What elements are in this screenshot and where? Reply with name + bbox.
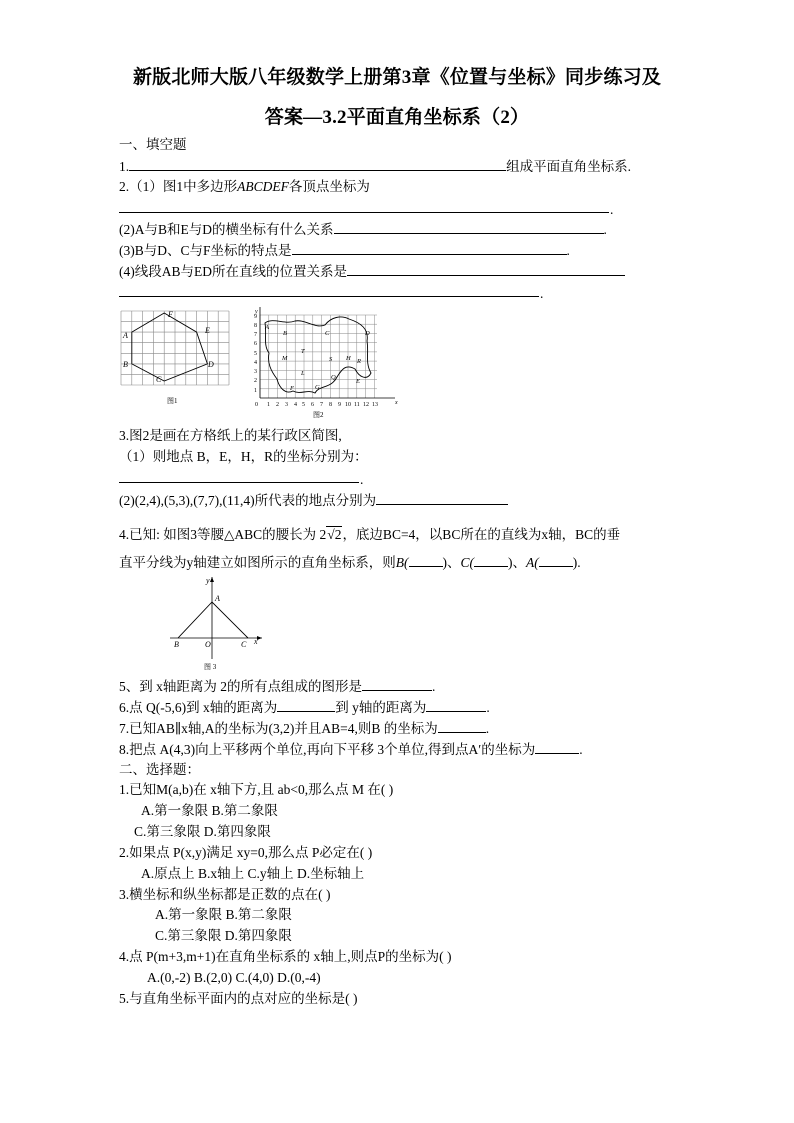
q4-point-a-label: A( — [526, 555, 539, 570]
fig1-caption: 图1 — [167, 397, 178, 405]
fig2-ytick-9: 9 — [254, 314, 257, 320]
question-4-line-2 — [119, 553, 581, 572]
fig3-x-arrow — [257, 636, 262, 640]
question-2-part-4 — [119, 262, 625, 281]
figure-1-grid — [121, 311, 229, 385]
q4-sep-2: 、 — [512, 555, 526, 570]
fig2-xtick-8: 8 — [329, 402, 332, 408]
question-8 — [119, 740, 583, 759]
mc2-options-row-1: A.原点上 B.x轴上 C.y轴上 D.坐标轴上 — [141, 866, 365, 881]
q2-part4-blank[interactable] — [347, 262, 625, 276]
q4-sqrt-value: 2 — [334, 527, 342, 542]
mc-question-3: 3.横坐标和纵坐标都是正数的点在( ) — [119, 887, 331, 902]
polygon-abcdef — [132, 313, 208, 381]
q2-part4-text: (4)线段AB与ED所在直线的位置关系是 — [119, 264, 347, 279]
q6-text-a: 6.点 Q(-5,6)到 x轴的距离为 — [119, 700, 278, 715]
fig2-xtick-3: 3 — [285, 402, 288, 408]
q8-end: . — [579, 742, 583, 757]
q6-blank-2[interactable] — [426, 698, 486, 712]
fig2-xtick-0: 0 — [255, 402, 258, 408]
fig1-label-c: C — [156, 375, 162, 384]
fig2-label-g: G — [315, 384, 320, 391]
q2-part3-blank[interactable] — [292, 241, 567, 255]
fig2-label-e: E — [356, 378, 360, 385]
q4-sep-1: 、 — [447, 555, 461, 570]
section-multiple-choice: 二、选择题： — [119, 762, 200, 777]
fig2-x-letter: x — [395, 400, 398, 406]
fig2-label-s: S — [329, 356, 333, 363]
q4-point-b-label: B( — [395, 555, 409, 570]
q7-end: . — [485, 721, 490, 736]
question-4-line-1: 4.已知: 如图3等腰△ABC的腰长为 2√2，底边BC=4，以BC所在的直线为x轴，BC的垂 — [119, 527, 621, 542]
fig2-label-t: T — [301, 348, 305, 355]
q4-close-b: ) — [442, 555, 447, 570]
q4-point-b-blank[interactable] — [409, 553, 443, 567]
q1-number: 1. — [119, 159, 130, 174]
question-1 — [119, 157, 631, 176]
q4-close-a: ) — [572, 555, 578, 570]
question-2-intro — [119, 178, 370, 196]
fig2-label-d: D — [365, 330, 370, 337]
mc-question-5: 5.与直角坐标平面内的点对应的坐标是( ) — [119, 991, 358, 1006]
q5-blank[interactable] — [362, 677, 432, 691]
mc4-options-row-1: A.(0,-2) B.(2,0) C.(4,0) D.(0,-4) — [147, 970, 321, 985]
q3-part2-text: (2)(2,4),(5,3),(7,7),(11,4)所代表的地点分别为 — [119, 493, 377, 508]
q7-blank[interactable] — [438, 719, 486, 733]
fig2-xtick-13: 13 — [372, 402, 378, 408]
mc1-options-row-2: C.第三象限 D.第四象限 — [134, 824, 271, 839]
q4-close-c: ) — [508, 555, 513, 570]
page-title-line1: 新版北师大版八年级数学上册第3章《位置与坐标》同步练习及 — [132, 67, 662, 88]
q4-line1-b: ，底边BC=4，以BC所在的直线为x轴，BC的垂 — [342, 527, 621, 542]
fig3-y-arrow — [210, 577, 214, 582]
fig2-xtick-10: 10 — [345, 402, 351, 408]
fig3-triangle — [178, 602, 248, 638]
fig3-label-a: A — [215, 594, 220, 603]
page-title-line2: 答案—3.2平面直角坐标系（2） — [264, 107, 530, 128]
q2-answer-line-2[interactable] — [119, 296, 539, 297]
q5-text: 5、到 x轴距离为 2的所有点组成的图形是 — [119, 679, 362, 694]
fig2-xtick-4: 4 — [294, 402, 297, 408]
fig2-xtick-9: 9 — [338, 402, 341, 408]
q4-line1-a: 4.已知: 如图3等腰△ABC的腰长为 2 — [119, 527, 327, 542]
q8-blank[interactable] — [535, 740, 579, 754]
fig2-xtick-7: 7 — [320, 402, 323, 408]
fig3-label-c: C — [241, 640, 247, 649]
mc1-options-row-1: A.第一象限 B.第二象限 — [141, 803, 278, 818]
mc-question-1: 1.已知M(a,b)在 x轴下方,且 ab<0,那么点 M 在( ) — [119, 782, 394, 797]
question-3-part-1: （1）则地点 B，E，H，R的坐标分别为： — [119, 449, 368, 464]
figure-2 — [245, 305, 405, 420]
fig2-label-c: C — [325, 330, 330, 337]
q1-answer-blank[interactable] — [129, 157, 506, 171]
fig2-xtick-11: 11 — [354, 402, 360, 408]
fig2-ytick-8: 8 — [254, 323, 257, 329]
q2-intro-b: 各顶点坐标为 — [288, 179, 370, 194]
mc-question-4: 4.点 P(m+3,m+1)在直角坐标系的 x轴上,则点P的坐标为( ) — [119, 949, 452, 964]
fig2-xtick-1: 1 — [267, 402, 270, 408]
fig2-label-m: M — [282, 355, 288, 362]
fig2-label-f: F — [290, 385, 294, 392]
fig2-xtick-6: 6 — [311, 402, 314, 408]
question-3-intro: 3.图2是画在方格纸上的某行政区简图, — [119, 428, 342, 443]
q4-end: . — [577, 555, 581, 570]
fig1-label-b: B — [123, 360, 128, 369]
q8-text: 8.把点 A(4,3)向上平移两个单位,再向下平移 3个单位,得到点A′的坐标为 — [119, 742, 536, 757]
fig3-label-b: B — [174, 640, 179, 649]
fig2-ytick-7: 7 — [254, 332, 257, 338]
figure-1 — [119, 309, 234, 409]
fig2-ytick-4: 4 — [254, 360, 257, 366]
fig2-label-r: R — [357, 358, 361, 365]
fig2-xtick-12: 12 — [363, 402, 369, 408]
fig2-y-letter: y — [255, 309, 258, 315]
fig3-caption: 图 3 — [204, 663, 217, 671]
q6-text-b: 到 y轴的距离为 — [335, 700, 427, 715]
fig2-ytick-1: 1 — [254, 388, 257, 394]
question-7 — [119, 719, 489, 738]
fig2-ytick-5: 5 — [254, 351, 257, 357]
q6-end: . — [486, 700, 490, 715]
q2-intro-a: 2.（1）图1中多边形 — [119, 179, 238, 194]
q4-point-c-blank[interactable] — [474, 553, 508, 567]
fig1-label-e: E — [205, 326, 210, 335]
mc3-options-row-1: A.第一象限 B.第二象限 — [155, 907, 292, 922]
fig2-label-a: A — [265, 324, 269, 331]
question-6 — [119, 698, 490, 717]
fig2-xtick-5: 5 — [302, 402, 305, 408]
fig2-xtick-2: 2 — [276, 402, 279, 408]
question-2-part-2: (2)A与B和E与D的横坐标有什么关系 . — [119, 222, 607, 237]
section-fill-blank: 一、填空题 — [119, 137, 187, 152]
fig2-caption: 图2 — [313, 411, 324, 419]
mc-question-2: 2.如果点 P(x,y)满足 xy=0,那么点 P必定在( ) — [119, 845, 373, 860]
q4-line2-a: 直平分线为y轴建立如图所示的直角坐标系，则 — [119, 555, 396, 570]
q2-part3-text: (3)B与D、C与F坐标的特点是 — [119, 243, 292, 258]
q3-part1-period: . — [360, 472, 364, 487]
q2-answer-period: . — [610, 202, 614, 217]
fig2-label-q: Q — [331, 374, 336, 381]
q6-blank-1[interactable] — [277, 698, 335, 712]
fig2-label-l: L — [301, 370, 305, 377]
question-3-part-2 — [119, 491, 508, 510]
q5-end: . — [432, 679, 436, 694]
fig3-label-o: O — [205, 640, 211, 649]
fig1-label-a: A — [123, 331, 128, 340]
fig2-ytick-6: 6 — [254, 341, 257, 347]
fig2-ytick-2: 2 — [254, 378, 257, 384]
q4-point-c-label: C( — [460, 555, 474, 570]
q3-part2-blank[interactable] — [376, 491, 508, 505]
mc3-options-row-2: C.第三象限 D.第四象限 — [155, 928, 292, 943]
figure-3 — [166, 573, 266, 673]
question-5 — [119, 677, 435, 696]
q2-part2-text: (2)A与B和E与D的横坐标有什么关系 — [119, 222, 334, 237]
q7-text: 7.已知AB∥x轴,A的坐标为(3,2)并且AB=4,则B 的坐标为 — [119, 721, 438, 736]
q4-point-a-blank[interactable] — [539, 553, 573, 567]
fig3-label-y: y — [206, 576, 210, 585]
question-2-part-3: (3)B与D、C与F坐标的特点是 . — [119, 243, 570, 258]
fig3-label-x: x — [254, 637, 258, 646]
fig1-label-f: F — [168, 310, 173, 319]
fig1-label-d: D — [208, 360, 214, 369]
q2-answer-line-1[interactable] — [119, 212, 609, 213]
q2-part2-blank[interactable] — [334, 220, 604, 234]
fig2-label-b: B — [283, 330, 287, 337]
q3-part1-answer-line[interactable] — [119, 482, 359, 483]
q2-answer-period-2: . — [540, 286, 544, 301]
fig2-label-h: H — [346, 355, 351, 362]
q1-tail: 组成平面直角坐标系. — [506, 159, 631, 174]
q2-polygon-name: ABCDEF — [237, 179, 289, 194]
fig2-ytick-3: 3 — [254, 369, 257, 375]
